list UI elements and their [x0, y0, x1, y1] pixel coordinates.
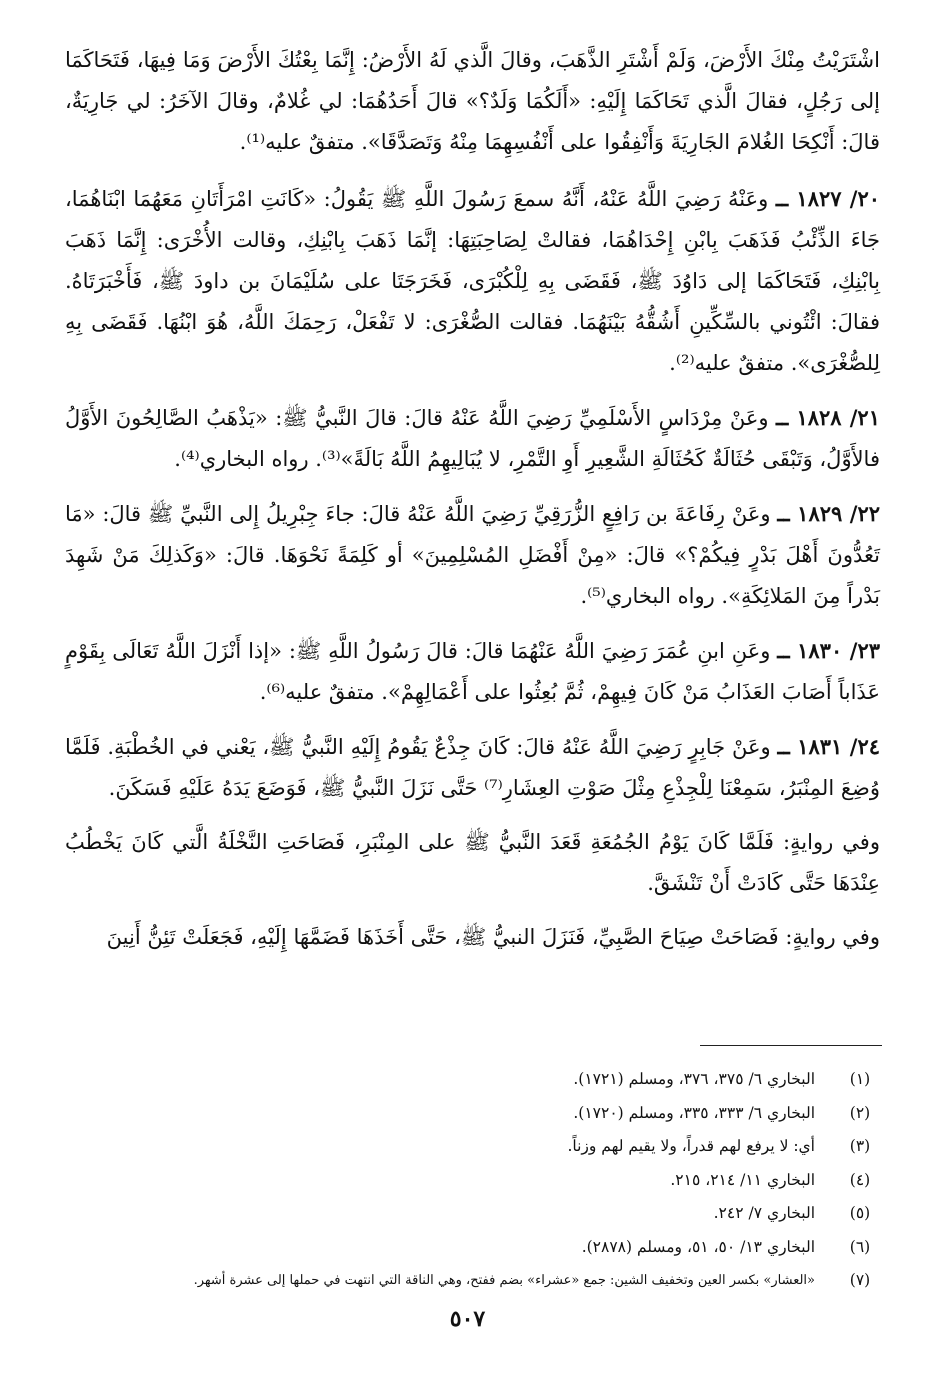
footnote-2 [60, 1097, 885, 1131]
hadith-number: ٢٤/ ١٨٣١ ــ [777, 734, 880, 759]
footnote-1 [60, 1063, 885, 1097]
footnote-number: (٧) [849, 1271, 871, 1289]
hadith-text: وعَنْ رِفَاعَةَ بن رَافِعٍ الزُّرَقِيِّ رَضِيَ اللَّهُ عَنْهُ قالَ: جاءَ جِبْرِيلُ إِلى النَّبيِّ ﷺ قالَ: «مَا تَعُدُّونَ أَهْلَ بَدْرٍ فِيكُمْ؟» قالَ: «مِنْ أَفْضَلِ المُسْلِمِينَ» أو كَلِمَةً نَحْوَهَا. قالَ: «وَكَذلِكَ مَنْ شَهِدَ بَدْراً مِنَ المَلائِكَةِ». رواه البخاري⁽⁵⁾. [65, 502, 880, 608]
paragraph-1826-continuation [65, 40, 880, 163]
footnote-number: (٣) [849, 1137, 871, 1155]
footnote-text: أي: لا يرفع لهم قدراً، ولا يقيم لهم وزناً. [567, 1137, 815, 1155]
footnote-number: (٦) [849, 1237, 871, 1256]
footnote-text: البخاري ٦/ ٣٣٣، ٣٣٥، ومسلم (١٧٢٠). [573, 1103, 815, 1122]
footnote-text: البخاري ١١/ ٢١٤، ٢١٥. [670, 1170, 815, 1189]
paragraph-text: اشْتَرَيْتُ مِنْكَ الأَرْضَ، وَلَمْ أَشْتَرِ الذَّهَبَ، وقالَ الَّذي لَهُ الأَرْضُ: إِنَّمَا بِعْتُكَ الأَرْضَ وَمَا فِيهَا، فَتَحَاكَمَا إلى رَجُلٍ، فقالَ الَّذي تَحَاكَمَا إِلَيْهِ: «أَلَكُمَا وَلَدٌ؟» قالَ أَحَدُهُمَا: لي غُلامٌ، وقالَ الآخَرُ: لي جَارِيَةٌ، قالَ: أَنْكِحَا الغُلامَ الجَارِيَةَ وَأَنْفِقُوا على أَنْفُسِهِمَا مِنْهُ وَتَصَدَّقَا». متفقٌ عليه⁽¹⁾. [65, 48, 880, 154]
footnote-4 [60, 1164, 885, 1198]
hadith-1827 [65, 178, 880, 384]
footnote-3 [60, 1130, 885, 1164]
narration-text: وفي روايةٍ: فَصَاحَتْ صِيَاحَ الصَّبِيِّ، فَنَزَلَ النبيُّ ﷺ، حَتَّى أَخَذَهَا فَضَمَّهَا إِلَيْهِ، فَجَعَلَتْ تَئِنُّ أَنِينَ [106, 925, 880, 949]
footnote-text: البخاري ١٣/ ٥٠، ٥١، ومسلم (٢٨٧٨). [581, 1237, 815, 1256]
hadith-text: وعَنْهُ رَضِيَ اللَّهُ عَنْهُ، أَنَّهُ سمعَ رَسُولَ اللَّهِ ﷺ يَقُولُ: «كَانَتِ امْرَأَتَانِ مَعَهُمَا ابْنَاهُمَا، جَاءَ الذِّئْبُ فَذَهَبَ بِابْنِ إِحْدَاهُمَا، فقالتْ لِصَاحِبَتِهَا: إنَّمَا ذَهَبَ بِابْنِكِ، وقالت الأُخْرَى: إِنَّمَا ذَهَبَ بِابْنِكِ، فَتَحَاكَمَا إلى دَاوُدَ ﷺ، فَقَضَى بِهِ لِلْكُبْرَى، فَخَرَجَتَا على سُلَيْمَانَ بن داودَ ﷺ، فَأَخْبَرَتَاهُ. فقالَ: ائْتُوني بالسِّكِّينِ أَشُقُّهُ بَيْنَهُمَا. فقالت الصُّغْرَى: لا تَفْعَلْ، رَحِمَكَ اللَّهُ، هُوَ ابْنُهَا. فَقَضَى بِهِ لِلصُّغْرَى». متفقٌ عليه⁽²⁾. [65, 187, 880, 375]
footnote-number: (١) [849, 1070, 871, 1088]
footnote-number: (٤) [849, 1170, 871, 1189]
footnote-separator [700, 1045, 882, 1046]
footnote-number: (٥) [849, 1204, 871, 1222]
hadith-1831-narration-2 [65, 917, 880, 958]
hadith-text: وعَنْ جَابِرٍ رَضِيَ اللَّهُ عَنْهُ قالَ: كَانَ جِذْعٌ يَقُومُ إِلَيْهِ النَّبيُّ ﷺ، يَعْني في الخُطْبَةِ. فَلَمَّا وُضِعَ المِنْبَرُ، سَمِعْنَا لِلْجِذْعِ مِثْلَ صَوْتِ العِشَارِ⁽⁷⁾ حَتَّى نَزَلَ النَّبيُّ ﷺ، فَوَضَعَ يَدَهُ عَلَيْهِ فَسَكَنَ. [65, 735, 880, 800]
hadith-number: ٢٢/ ١٨٢٩ ــ [777, 501, 880, 526]
footnotes [60, 1063, 885, 1298]
page-number: ٥٠٧ [449, 1306, 486, 1332]
hadith-number: ٢٠/ ١٨٢٧ ــ [775, 186, 881, 211]
hadith-1829 [65, 493, 880, 617]
hadith-1828 [65, 397, 880, 480]
hadith-text: وعَنِ ابنِ عُمَرَ رَضِيَ اللَّهُ عَنْهُمَا قالَ: قالَ رَسُولُ اللَّهِ ﷺ: «إذا أَنْزَلَ اللَّهُ تَعَالَى بِقَوْمٍ عَذَاباً أَصَابَ العَذَابُ مَنْ كَانَ فِيهِمْ، ثُمَّ بُعِثُوا على أَعْمَالِهِمْ». متفقٌ عليه⁽⁶⁾. [65, 639, 880, 704]
footnote-text: البخاري ٦/ ٣٧٥، ٣٧٦، ومسلم (١٧٢١). [573, 1070, 815, 1088]
hadith-text: وعَنْ مِرْدَاسٍ الأَسْلَمِيِّ رَضِيَ اللَّهُ عَنْهُ قالَ: قالَ النَّبيُّ ﷺ: «يَذْهَبُ الصَّالِحُونَ الأَوَّلُ فالأَوَّلُ، وَتَبْقَى حُثَالَةٌ كَحُثَالَةِ الشَّعِيرِ أَوِ التَّمْرِ، لا يُبَالِيهِمُ اللَّهُ بَالَةً»⁽³⁾. رواه البخاري⁽⁴⁾. [65, 406, 880, 471]
hadith-1831-narration-1 [65, 822, 880, 904]
hadith-1830 [65, 630, 880, 713]
footnote-6 [60, 1231, 885, 1265]
footnote-text: «العشار» بكسر العين وتخفيف الشين: جمع «عشراء» بضم ففتح، وهي الناقة التي انتهت في حملها إلى عشرة أشهر. [193, 1273, 815, 1288]
footnote-7 [60, 1264, 885, 1298]
main-text [65, 40, 880, 971]
hadith-number: ٢١/ ١٨٢٨ ــ [776, 405, 880, 430]
footnote-number: (٢) [849, 1103, 871, 1122]
footnote-5 [60, 1197, 885, 1231]
hadith-number: ٢٣/ ١٨٣٠ ــ [777, 638, 880, 663]
narration-text: وفي روايةٍ: فَلَمَّا كَانَ يَوْمُ الجُمُعَةِ قَعَدَ النَّبيُّ ﷺ على المِنْبَرِ، فَصَاحَتِ النَّخْلَةُ الَّتي كَانَ يَخْطُبُ عِنْدَهَا حَتَّى كَادَتْ أَنْ تَنْشَقَّ. [65, 830, 880, 895]
footnote-text: البخاري ٧/ ٢٤٢. [713, 1204, 815, 1222]
hadith-1831 [65, 726, 880, 809]
